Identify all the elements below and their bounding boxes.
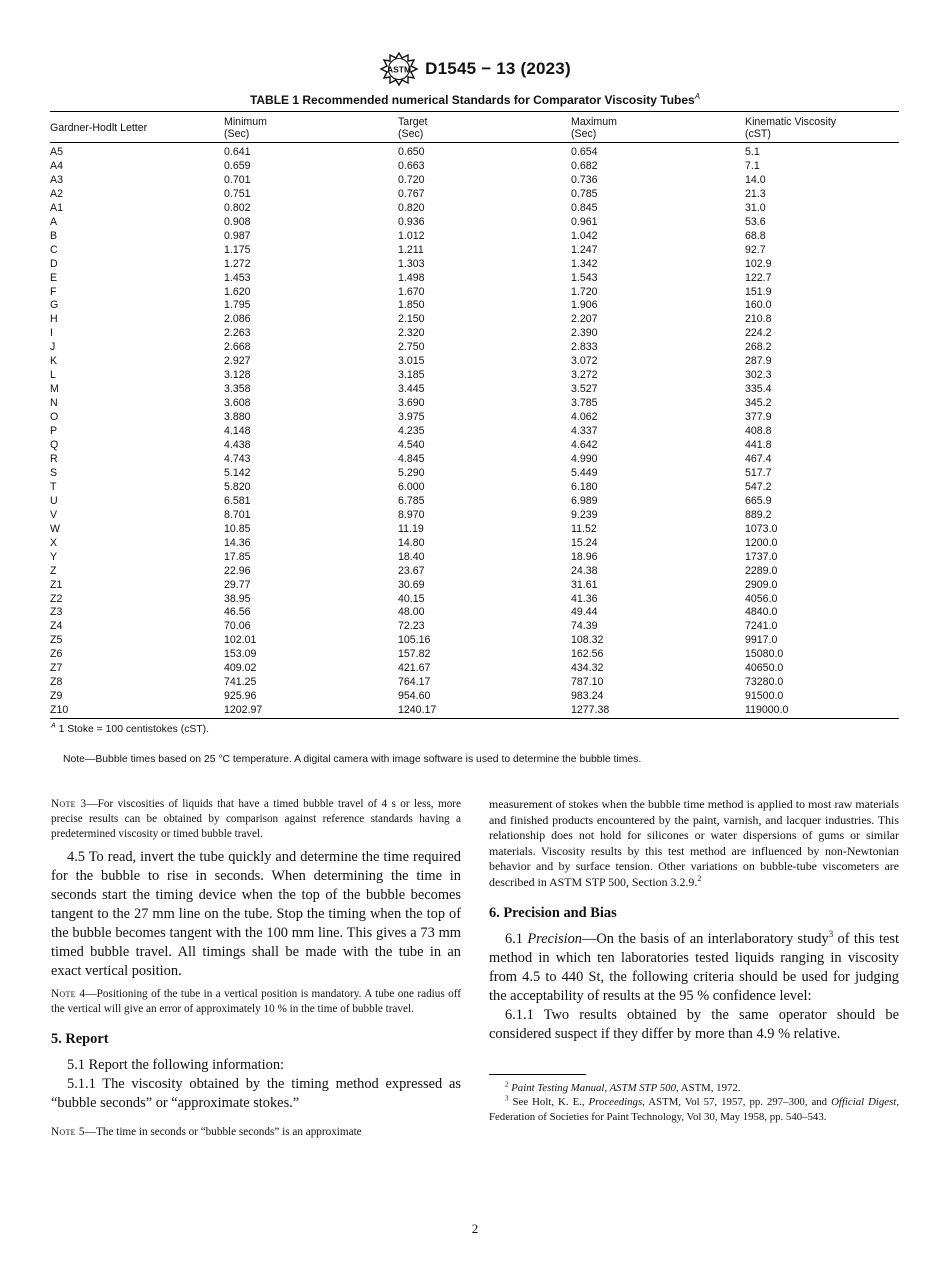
cell-target: 30.69 [398, 578, 425, 591]
cell-minimum: 70.06 [224, 620, 251, 633]
cell-kinematic-viscosity: 151.9 [745, 285, 772, 298]
cell-maximum: 0.785 [571, 187, 598, 200]
cell-maximum: 1.342 [571, 257, 598, 270]
astm-logo-icon [379, 52, 419, 86]
cell-target: 11.19 [398, 522, 424, 535]
col-header-letter: Gardner-Hodlt Letter [50, 112, 224, 143]
cell-minimum: 17.85 [224, 550, 251, 563]
table-row [50, 648, 899, 662]
table-row [50, 313, 899, 327]
cell-letter: H [50, 313, 58, 326]
cell-letter: U [50, 494, 58, 507]
note-3: Note 3—For viscosities of liquids that have a timed bubble travel of 4 s or less, more precise results can be obtained by comparison against reference standards having a predetermined viscosity or timed bubble travel. [51, 798, 461, 840]
cell-minimum: 1.175 [224, 243, 251, 256]
table-row [50, 537, 899, 551]
cell-letter: Z5 [50, 634, 63, 647]
cell-target: 1240.17 [398, 704, 571, 718]
table-row [50, 425, 899, 439]
standard-designation: D1545 − 13 (2023) [425, 59, 571, 78]
cell-maximum: 3.072 [571, 355, 598, 368]
cell-maximum: 1.543 [571, 271, 598, 284]
cell-maximum: 4.990 [571, 452, 598, 465]
table-row [50, 216, 899, 230]
cell-kinematic-viscosity: 889.2 [745, 508, 772, 521]
table-row [50, 383, 899, 397]
cell-maximum: 3.272 [571, 369, 598, 382]
table-row [50, 188, 899, 202]
table-row [50, 704, 899, 718]
cell-kinematic-viscosity: 345.2 [745, 397, 772, 410]
cell-kinematic-viscosity: 2909.0 [745, 578, 778, 591]
cell-letter: Z9 [50, 690, 63, 703]
cell-minimum: 8.701 [224, 508, 251, 521]
cell-target: 0.663 [398, 159, 425, 172]
cell-letter: Z [50, 564, 57, 577]
cell-kinematic-viscosity: 408.8 [745, 425, 772, 438]
section-6-heading: 6. Precision and Bias [489, 904, 617, 921]
cell-maximum: 3.527 [571, 383, 598, 396]
cell-minimum: 1.620 [224, 285, 251, 298]
table-row [50, 481, 899, 495]
cell-minimum: 29.77 [224, 578, 251, 591]
cell-letter: Z8 [50, 676, 63, 689]
cell-kinematic-viscosity: 302.3 [745, 369, 772, 382]
cell-kinematic-viscosity: 40650.0 [745, 662, 784, 675]
cell-target: 4.540 [398, 439, 425, 452]
cell-minimum: 10.85 [224, 522, 251, 535]
footnote-ref-3: 3 [828, 928, 834, 939]
cell-target: 421.67 [398, 662, 431, 675]
table-row [50, 439, 899, 453]
cell-maximum: 6.180 [571, 480, 598, 493]
cell-letter: Z7 [50, 662, 63, 675]
cell-maximum: 2.390 [571, 327, 598, 340]
cell-maximum: 24.38 [571, 564, 598, 577]
cell-kinematic-viscosity: 665.9 [745, 494, 772, 507]
cell-kinematic-viscosity: 102.9 [745, 257, 772, 270]
cell-maximum: 4.062 [571, 411, 598, 424]
cell-maximum: 4.642 [571, 439, 598, 452]
cell-maximum: 0.845 [571, 201, 598, 214]
table-row [50, 495, 899, 509]
cell-kinematic-viscosity: 224.2 [745, 327, 772, 340]
table-body [50, 143, 899, 719]
note-3-label: Note 3 [51, 798, 87, 810]
cell-minimum: 925.96 [224, 690, 257, 703]
cell-target: 18.40 [398, 550, 425, 563]
cell-kinematic-viscosity: 4056.0 [745, 592, 778, 605]
cell-minimum: 0.802 [224, 201, 251, 214]
cell-kinematic-viscosity: 5.1 [745, 146, 760, 158]
right-column [489, 797, 899, 1125]
cell-maximum: 31.61 [571, 578, 598, 591]
cell-kinematic-viscosity: 287.9 [745, 355, 772, 368]
cell-letter: V [50, 508, 58, 521]
cell-target: 4.845 [398, 452, 425, 465]
cell-target: 2.320 [398, 327, 425, 340]
cell-letter: Y [50, 550, 58, 563]
cell-kinematic-viscosity: 441.8 [745, 439, 772, 452]
cell-maximum: 1.720 [571, 285, 598, 298]
cell-minimum: 0.659 [224, 159, 251, 172]
viscosity-standards-table [50, 111, 899, 719]
cell-kinematic-viscosity: 21.3 [745, 187, 766, 200]
cell-target: 0.936 [398, 215, 425, 228]
cell-letter: Z10 [50, 704, 224, 718]
cell-maximum: 11.52 [571, 522, 597, 535]
cell-kinematic-viscosity: 1737.0 [745, 550, 778, 563]
table-row [50, 509, 899, 523]
cell-letter: C [50, 243, 58, 256]
cell-maximum: 4.337 [571, 425, 598, 438]
cell-minimum: 14.36 [224, 536, 251, 549]
cell-minimum: 3.880 [224, 411, 251, 424]
cell-target: 5.290 [398, 466, 425, 479]
cell-target: 0.720 [398, 173, 425, 186]
cell-maximum: 1.906 [571, 299, 598, 312]
cell-minimum: 153.09 [224, 648, 257, 661]
cell-minimum: 0.751 [224, 187, 251, 200]
table-row [50, 327, 899, 341]
left-column [51, 797, 461, 1140]
cell-maximum: 0.654 [571, 146, 598, 158]
cell-target: 954.60 [398, 690, 431, 703]
note-4: Note 4—Positioning of the tube in a vertical position is mandatory. A tube one radius off the vertical will give an error of approximately 10 % in the time of bubble travel. [51, 988, 461, 1015]
cell-kinematic-viscosity: 31.0 [745, 201, 766, 214]
cell-minimum: 2.927 [224, 355, 251, 368]
table-row [50, 286, 899, 300]
cell-target: 40.15 [398, 592, 425, 605]
cell-kinematic-viscosity: 7.1 [745, 159, 760, 172]
cell-minimum: 2.086 [224, 313, 251, 326]
cell-letter: G [50, 299, 59, 312]
cell-maximum: 434.32 [571, 662, 604, 675]
cell-target: 1.850 [398, 299, 425, 312]
cell-maximum: 108.32 [571, 634, 604, 647]
table-header-row [50, 112, 899, 143]
cell-letter: A3 [50, 173, 63, 186]
cell-target: 105.16 [398, 634, 431, 647]
table-row [50, 160, 899, 174]
cell-minimum: 0.641 [224, 146, 251, 158]
cell-kinematic-viscosity: 268.2 [745, 341, 772, 354]
cell-target: 14.80 [398, 536, 425, 549]
cell-kinematic-viscosity: 2289.0 [745, 564, 778, 577]
cell-kinematic-viscosity: 122.7 [745, 271, 772, 284]
cell-maximum: 18.96 [571, 550, 598, 563]
cell-letter: Z3 [50, 606, 63, 619]
cell-target: 72.23 [398, 620, 425, 633]
cell-kinematic-viscosity: 335.4 [745, 383, 772, 396]
footnote-3: $^3$ See Holt, K. E., Proceedings, ASTM, Vol 57, 1957, pp. 297–300, and Official Digest, Federation of Societies for Paint Technology, Vol 30, May 1958, pp. 540–543. [489, 1094, 900, 1124]
cell-maximum: 2.833 [571, 341, 598, 354]
cell-target: 0.650 [398, 146, 425, 158]
cell-kinematic-viscosity: 91500.0 [745, 690, 784, 703]
cell-kinematic-viscosity: 1200.0 [745, 536, 778, 549]
cell-letter: Z6 [50, 648, 63, 661]
table-title-footnote-mark: A [694, 92, 701, 101]
table-row [50, 355, 899, 369]
table-row [50, 397, 899, 411]
cell-letter: A [50, 215, 58, 228]
cell-letter: Z4 [50, 620, 63, 633]
cell-maximum: 3.785 [571, 397, 598, 410]
cell-target: 3.185 [398, 369, 425, 382]
cell-letter: Q [50, 439, 59, 452]
cell-minimum: 2.263 [224, 327, 251, 340]
cell-kinematic-viscosity: 1073.0 [745, 522, 778, 535]
section-5-heading: 5. Report [51, 1031, 109, 1047]
cell-minimum: 4.743 [224, 452, 251, 465]
note-5: Note 5—The time in seconds or “bubble seconds” is an approximate [51, 1126, 362, 1138]
cell-target: 3.690 [398, 397, 425, 410]
cell-maximum: 1.247 [571, 243, 598, 256]
cell-maximum: 0.682 [571, 159, 598, 172]
table-row [50, 690, 899, 704]
cell-target: 1.498 [398, 271, 425, 284]
cell-maximum: 9.239 [571, 508, 598, 521]
cell-letter: A5 [50, 146, 63, 158]
cell-target: 1.303 [398, 257, 425, 270]
cell-kinematic-viscosity: 15080.0 [745, 648, 784, 661]
cell-minimum: 4.148 [224, 425, 251, 438]
cell-letter: B [50, 229, 58, 242]
cell-kinematic-viscosity: 547.2 [745, 480, 772, 493]
cell-target: 1.012 [398, 229, 425, 242]
table-row [50, 593, 899, 607]
cell-maximum: 41.36 [571, 592, 598, 605]
cell-minimum: 0.701 [224, 173, 251, 186]
table-row [50, 467, 899, 481]
cell-minimum: 5.820 [224, 480, 251, 493]
cell-maximum: 983.24 [571, 690, 604, 703]
cell-target: 0.820 [398, 201, 425, 214]
table-row [50, 230, 899, 244]
cell-maximum: 0.961 [571, 215, 598, 228]
cell-target: 3.015 [398, 355, 425, 368]
cell-maximum: 74.39 [571, 620, 598, 633]
cell-maximum: 1.042 [571, 229, 598, 242]
cell-letter: S [50, 466, 58, 479]
cell-maximum: 5.449 [571, 466, 598, 479]
cell-kinematic-viscosity: 7241.0 [745, 620, 778, 633]
cell-letter: O [50, 411, 59, 424]
table-title: TABLE 1 Recommended numerical Standards for Comparator Viscosity Tubes$^A$ [249, 92, 701, 107]
cell-letter: I [50, 327, 53, 340]
cell-letter: W [50, 522, 60, 535]
cell-kinematic-viscosity: 68.8 [745, 229, 766, 242]
table-note: Note—Bubble times based on 25 °C temperature. A digital camera with image software is used to determine the bubble times. [63, 754, 642, 765]
note-5-continuation: measurement of stokes when the bubble time method is applied to most raw materials and finished products encountered by the paint, varnish, and lacquer industries. This relationship does not hold for silicones or water dispersions of gums or similar materials. Viscosity results by this test method are influenced by non-Newtonian behavior and by surface tension. Other variations on bubble-tube viscometers are described in ASTM STP 500, Section 3.2.9.$^2$ [489, 797, 899, 889]
cell-target: 6.000 [398, 480, 425, 493]
section-5-1-1: 5.1.1 The viscosity obtained by the timing method expressed as “bubble seconds” or “approximate stokes.” [51, 1076, 461, 1111]
cell-letter: Z2 [50, 592, 63, 605]
cell-target: 8.970 [398, 508, 425, 521]
cell-letter: J [50, 341, 56, 354]
cell-target: 23.67 [398, 564, 425, 577]
table-row [50, 341, 899, 355]
section-5-1: 5.1 Report the following information: [67, 1057, 285, 1073]
cell-maximum: 49.44 [571, 606, 598, 619]
cell-minimum: 1.272 [224, 257, 251, 270]
cell-target: 3.975 [398, 411, 425, 424]
cell-letter: N [50, 397, 58, 410]
document-header [0, 52, 950, 91]
table-row [50, 662, 899, 676]
table-row [50, 565, 899, 579]
table-row [50, 551, 899, 565]
precision-term: Precision [527, 930, 582, 947]
cell-target: 157.82 [398, 648, 431, 661]
table-row [50, 606, 899, 620]
table-row [50, 620, 899, 634]
cell-maximum: 2.207 [571, 313, 598, 326]
cell-minimum: 46.56 [224, 606, 251, 619]
logo-text: ASTM [387, 64, 412, 75]
cell-minimum: 1.453 [224, 271, 251, 284]
table-row [50, 244, 899, 258]
cell-letter: D [50, 257, 58, 270]
cell-target: 2.750 [398, 341, 425, 354]
table-row [50, 676, 899, 690]
section-6-1: 6.1 Precision—On the basis of an interlaboratory study$^3$ of this test method in which ten laboratories tested liquids ranging in viscosity from 4.5 to 440 St, the following criteria should be used for judging the acceptability of results at the 95 % confidence level: [489, 928, 899, 1004]
cell-minimum: 3.358 [224, 383, 251, 396]
cell-letter: F [50, 285, 57, 298]
cell-letter: E [50, 271, 58, 284]
table-row [50, 579, 899, 593]
cell-kinematic-viscosity: 517.7 [745, 466, 772, 479]
cell-letter: X [50, 536, 58, 549]
cell-maximum: 1277.38 [571, 704, 745, 718]
cell-kinematic-viscosity: 73280.0 [745, 676, 784, 689]
cell-target: 6.785 [398, 494, 425, 507]
table-row [50, 299, 899, 313]
cell-letter: L [50, 369, 56, 382]
note-4-label: Note 4 [51, 988, 86, 1000]
footnote-2: $^2$ Paint Testing Manual, ASTM STP 500, ASTM, 1972. [505, 1079, 741, 1094]
cell-minimum: 0.987 [224, 229, 251, 242]
cell-minimum: 1202.97 [224, 704, 398, 718]
col-header-maximum: Maximum (Sec) [571, 112, 745, 143]
cell-target: 3.445 [398, 383, 425, 396]
cell-letter: A2 [50, 187, 63, 200]
cell-kinematic-viscosity: 160.0 [745, 299, 772, 312]
table-row [50, 202, 899, 216]
table-row [50, 634, 899, 648]
table-row [50, 369, 899, 383]
cell-minimum: 3.128 [224, 369, 251, 382]
table-row [50, 143, 899, 160]
col-header-minimum: Minimum (Sec) [224, 112, 398, 143]
table-row [50, 453, 899, 467]
section-6-1-1: 6.1.1 Two results obtained by the same operator should be considered suspect if they differ by more than 4.9 % relative. [489, 1006, 899, 1042]
footnote-ref-2: 2 [697, 874, 702, 883]
cell-letter: K [50, 355, 58, 368]
cell-minimum: 6.581 [224, 494, 251, 507]
cell-target: 1.211 [398, 243, 424, 256]
table-row [50, 174, 899, 188]
page-number: 2 [471, 1221, 479, 1236]
cell-letter: R [50, 452, 58, 465]
cell-kinematic-viscosity: 53.6 [745, 215, 766, 228]
cell-maximum: 787.10 [571, 676, 604, 689]
cell-minimum: 4.438 [224, 439, 251, 452]
cell-target: 1.670 [398, 285, 425, 298]
cell-maximum: 0.736 [571, 173, 598, 186]
table-footnote-mark: A [51, 722, 56, 730]
cell-letter: A4 [50, 159, 63, 172]
cell-minimum: 1.795 [224, 299, 251, 312]
table-row [50, 411, 899, 425]
cell-target: 2.150 [398, 313, 425, 326]
cell-minimum: 38.95 [224, 592, 251, 605]
cell-minimum: 3.608 [224, 397, 251, 410]
cell-minimum: 22.96 [224, 564, 251, 577]
cell-maximum: 6.989 [571, 494, 598, 507]
cell-letter: A1 [50, 201, 63, 214]
cell-letter: M [50, 383, 59, 396]
cell-minimum: 5.142 [224, 466, 251, 479]
cell-kinematic-viscosity: 4840.0 [745, 606, 778, 619]
cell-target: 4.235 [398, 425, 425, 438]
note-5-label: Note 5 [51, 1126, 85, 1138]
cell-kinematic-viscosity: 377.9 [745, 411, 772, 424]
cell-letter: Z1 [50, 578, 63, 591]
cell-kinematic-viscosity: 210.8 [745, 313, 772, 326]
cell-kinematic-viscosity: 14.0 [745, 173, 766, 186]
table-row [50, 258, 899, 272]
cell-kinematic-viscosity: 119000.0 [745, 704, 899, 718]
cell-target: 48.00 [398, 606, 425, 619]
cell-target: 764.17 [398, 676, 431, 689]
cell-maximum: 15.24 [571, 536, 598, 549]
cell-letter: P [50, 425, 58, 438]
cell-minimum: 102.01 [224, 634, 257, 647]
col-header-target: Target (Sec) [398, 112, 571, 143]
cell-kinematic-viscosity: 92.7 [745, 243, 766, 256]
cell-letter: T [50, 480, 57, 493]
col-header-kinematic-viscosity: Kinematic Viscosity (cST) [745, 112, 899, 143]
cell-minimum: 409.02 [224, 662, 257, 675]
cell-maximum: 162.56 [571, 648, 604, 661]
cell-minimum: 0.908 [224, 215, 251, 228]
cell-kinematic-viscosity: 467.4 [745, 452, 772, 465]
cell-target: 0.767 [398, 187, 425, 200]
table-footnote: $^A$ 1 Stoke = 100 centistokes (cST). [51, 722, 210, 735]
cell-minimum: 741.25 [224, 676, 257, 689]
cell-minimum: 2.668 [224, 341, 251, 354]
section-4-5: 4.5 To read, invert the tube quickly and determine the time required for the bubble to rise in seconds. When determining the time in seconds start the timing device when the top of the bubble becomes tangent to the 27 mm line on the tube. Stop the timing when the top of the bubble becomes tangent with the 100 mm line. This gives a 73 mm timed bubble travel. All timings shall be made with the tube in an exact vertical position. [51, 849, 461, 979]
cell-kinematic-viscosity: 9917.0 [745, 634, 778, 647]
table-row [50, 272, 899, 286]
table-row [50, 523, 899, 537]
